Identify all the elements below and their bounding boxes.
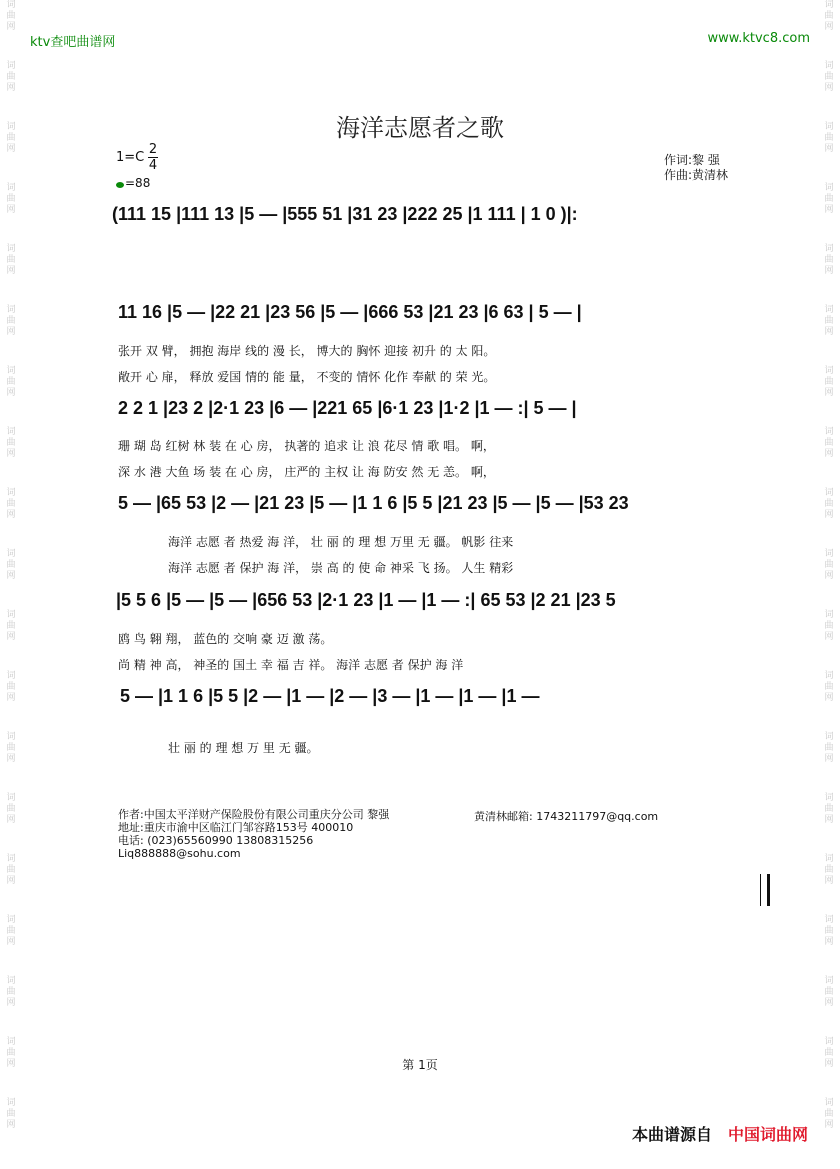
side-mark: 词 曲 网 <box>6 854 16 886</box>
lyric-line: 张开 双 臂， 拥抱 海岸 线的 漫 长， 博大的 胸怀 迎接 初升 的 太 阳。 <box>118 344 496 358</box>
side-mark: 词 曲 网 <box>824 427 834 459</box>
time-signature <box>148 142 158 173</box>
side-mark: 词 曲 网 <box>6 671 16 703</box>
side-mark: 词 曲 网 <box>824 244 834 276</box>
side-mark: 词 曲 网 <box>824 549 834 581</box>
time-signature-bottom: 4 <box>148 158 158 173</box>
score-line: 5 — |1 1 6 |5 5 |2 — |1 — |2 — |3 — |1 — |1 — |1 — <box>120 686 540 706</box>
lyric-line: 鸥 鸟 翱 翔， 蓝色的 交响 豪 迈 激 荡。 <box>118 632 333 646</box>
side-mark: 词 曲 网 <box>824 488 834 520</box>
side-mark: 词 曲 网 <box>824 671 834 703</box>
header-site-url[interactable]: www.ktvc8.com <box>707 31 810 46</box>
address-line: 地址:重庆市渝中区临江门邹容路153号 400010 <box>118 821 354 834</box>
score-row <box>0 398 840 428</box>
time-signature-top: 2 <box>148 142 158 157</box>
score-row <box>0 493 840 523</box>
side-mark: 词 曲 网 <box>824 1037 834 1069</box>
score-row <box>0 204 840 234</box>
key-signature: 1=C <box>116 150 145 165</box>
song-title: 海洋志愿者之歌 <box>336 114 504 142</box>
side-mark: 词 曲 网 <box>6 549 16 581</box>
score-row <box>0 590 840 620</box>
side-mark: 词 曲 网 <box>824 1098 834 1130</box>
side-mark: 词 曲 网 <box>6 732 16 764</box>
source-credit <box>632 1122 808 1145</box>
side-mark: 词 曲 网 <box>6 793 16 825</box>
right-watermark-band <box>820 0 838 1169</box>
author-email: Liq888888@sohu.com <box>118 847 241 860</box>
side-mark: 词 曲 网 <box>6 488 16 520</box>
composer-email: 黄清林邮箱: 1743211797@qq.com <box>474 810 659 823</box>
side-mark: 词 曲 网 <box>6 0 16 32</box>
side-mark: 词 曲 网 <box>824 61 834 93</box>
side-mark: 词 曲 网 <box>6 366 16 398</box>
side-mark: 词 曲 网 <box>824 854 834 886</box>
side-mark: 词 曲 网 <box>6 1037 16 1069</box>
side-mark: 词 曲 网 <box>6 610 16 642</box>
score-line: (111 15 |111 13 |5 — |555 51 |31 23 |222 25 |1 111 | 1 0 )|: <box>112 204 578 224</box>
score-row <box>0 302 840 332</box>
side-mark: 词 曲 网 <box>824 915 834 947</box>
lyric-line: 珊 瑚 岛 红树 林 装 在 心 房， 执著的 追求 让 浪 花尽 情 歌 唱。 啊， <box>118 439 495 453</box>
lyricist: 作词:黎 强 <box>664 153 720 167</box>
page-number: 第 1页 <box>402 1058 438 1072</box>
lyric-line: 海洋 志愿 者 热爱 海 洋， 壮 丽 的 理 想 万里 无 疆。 帆影 往来 <box>168 535 514 549</box>
side-mark: 词 曲 网 <box>824 610 834 642</box>
side-mark: 词 曲 网 <box>824 183 834 215</box>
author-contact <box>118 808 389 860</box>
side-mark: 词 曲 网 <box>6 305 16 337</box>
side-mark: 词 曲 网 <box>824 366 834 398</box>
side-mark: 词 曲 网 <box>6 244 16 276</box>
author-line: 作者:中国太平洋财产保险股份有限公司重庆分公司 黎强 <box>118 808 390 821</box>
quarter-note-icon <box>116 182 124 188</box>
side-mark: 词 曲 网 <box>6 1098 16 1130</box>
composer: 作曲:黄清林 <box>664 168 729 182</box>
side-mark: 词 曲 网 <box>824 732 834 764</box>
source-prefix: 本曲谱源自 <box>631 1125 712 1144</box>
side-mark: 词 曲 网 <box>6 915 16 947</box>
side-mark: 词 曲 网 <box>824 122 834 154</box>
left-watermark-band <box>2 0 20 1169</box>
score-row <box>0 686 840 716</box>
final-barline <box>760 874 770 906</box>
tempo-marking <box>116 176 150 190</box>
lyric-line: 海洋 志愿 者 保护 海 洋， 崇 高 的 使 命 神采 飞 扬。 人生 精彩 <box>168 561 514 575</box>
score-line: 5 — |65 53 |2 — |21 23 |5 — |1 1 6 |5 5 |21 23 |5 — |5 — |53 23 <box>118 493 629 513</box>
side-mark: 词 曲 网 <box>6 183 16 215</box>
lyric-line: 深 水 港 大鱼 场 装 在 心 房， 庄严的 主权 让 海 防安 然 无 恙。 啊， <box>118 465 495 479</box>
lyric-line: 敞开 心 扉， 释放 爱国 情的 能 量， 不变的 情怀 化作 奉献 的 荣 光。 <box>118 370 496 384</box>
phone-line: 电话: (023)65560990 13808315256 <box>118 834 314 847</box>
side-mark: 词 曲 网 <box>6 976 16 1008</box>
score-line: 11 16 |5 — |22 21 |23 56 |5 — |666 53 |21 23 |6 63 | 5 — | <box>118 302 582 322</box>
side-mark: 词 曲 网 <box>824 305 834 337</box>
source-site-link[interactable]: 中国词曲网 <box>727 1125 808 1144</box>
lyric-line: 壮 丽 的 理 想 万 里 无 疆。 <box>168 741 319 755</box>
side-mark: 词 曲 网 <box>6 122 16 154</box>
lyric-line: 尚 精 神 高， 神圣的 国土 幸 福 吉 祥。 海洋 志愿 者 保护 海 洋 <box>118 658 464 672</box>
score-line: |5 5 6 |5 — |5 — |656 53 |2·1 23 |1 — |1 — :| 65 53 |2 21 |23 5 <box>116 590 616 610</box>
side-mark: 词 曲 网 <box>824 976 834 1008</box>
side-mark: 词 曲 网 <box>6 61 16 93</box>
credits <box>664 153 728 183</box>
score-line: 2 2 1 |23 2 |2·1 23 |6 — |221 65 |6·1 23 |1·2 |1 — :| 5 — | <box>118 398 577 418</box>
side-mark: 词 曲 网 <box>6 427 16 459</box>
side-mark: 词 曲 网 <box>824 0 834 32</box>
side-mark: 词 曲 网 <box>824 793 834 825</box>
header-site-name[interactable]: ktv查吧曲谱网 <box>30 35 116 50</box>
tempo-value: =88 <box>125 176 151 190</box>
